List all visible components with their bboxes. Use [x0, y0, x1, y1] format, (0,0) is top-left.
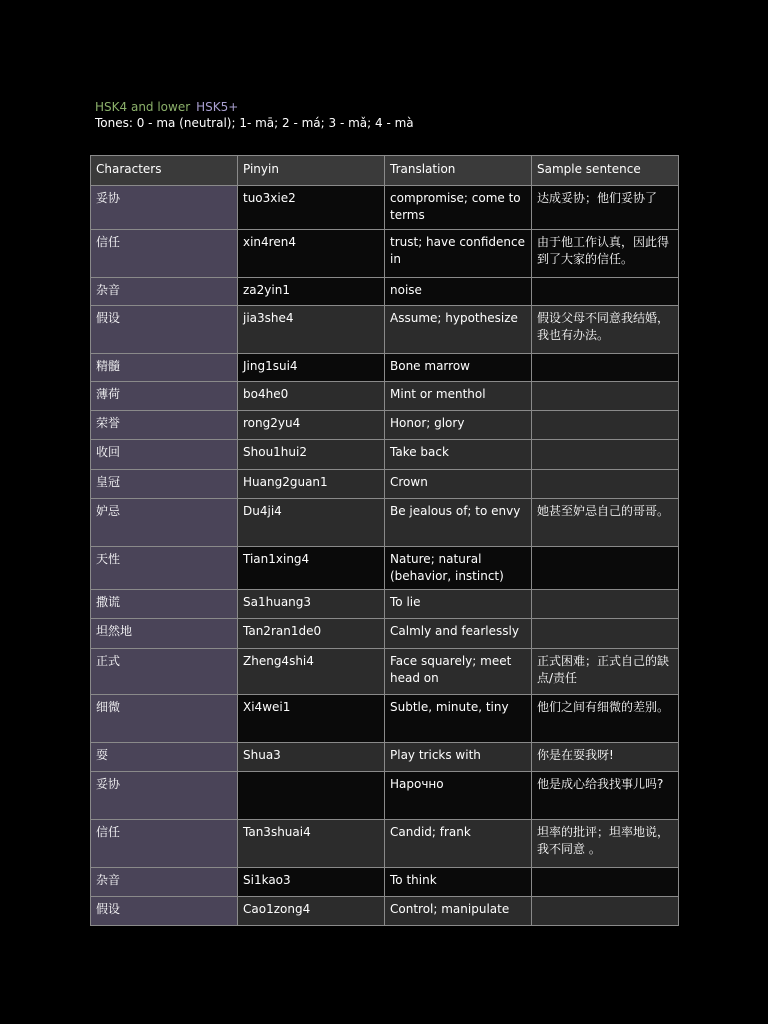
cell-pinyin: Tian1xing4 [238, 547, 385, 590]
cell-translation: Calmly and fearlessly [385, 619, 532, 649]
cell-characters: 薄荷 [91, 382, 238, 411]
cell-translation: Subtle, minute, tiny [385, 695, 532, 743]
cell-translation: trust; have confidence in [385, 230, 532, 278]
cell-translation: Play tricks with [385, 743, 532, 772]
table-row [91, 230, 679, 278]
cell-pinyin [238, 772, 385, 820]
table-row [91, 590, 679, 619]
table-row [91, 868, 679, 897]
table-header-row [91, 156, 679, 186]
cell-translation: Crown [385, 470, 532, 499]
cell-translation: Mint or menthol [385, 382, 532, 411]
cell-pinyin: Tan2ran1de0 [238, 619, 385, 649]
cell-pinyin: Xi4wei1 [238, 695, 385, 743]
cell-pinyin: rong2yu4 [238, 411, 385, 440]
cell-characters: 细微 [91, 695, 238, 743]
header-translation: Translation [385, 156, 532, 186]
cell-pinyin: jia3she4 [238, 306, 385, 354]
hsk5-legend-label: HSK5+ [196, 100, 239, 114]
cell-pinyin: tuo3xie2 [238, 186, 385, 230]
cell-translation: Face squarely; meet head on [385, 649, 532, 695]
cell-pinyin: Du4ji4 [238, 499, 385, 547]
cell-characters: 妥协 [91, 186, 238, 230]
cell-characters: 信任 [91, 820, 238, 868]
table-row [91, 411, 679, 440]
cell-translation: Be jealous of; to envy [385, 499, 532, 547]
cell-pinyin: Jing1sui4 [238, 354, 385, 382]
cell-pinyin: bo4he0 [238, 382, 385, 411]
table-row [91, 897, 679, 926]
cell-pinyin: Shua3 [238, 743, 385, 772]
cell-sample-sentence [532, 547, 679, 590]
cell-translation: Take back [385, 440, 532, 470]
cell-pinyin: Shou1hui2 [238, 440, 385, 470]
table-row [91, 186, 679, 230]
cell-sample-sentence: 他们之间有细微的差别。 [532, 695, 679, 743]
cell-characters: 撒谎 [91, 590, 238, 619]
cell-characters: 天性 [91, 547, 238, 590]
cell-characters: 杂音 [91, 278, 238, 306]
cell-sample-sentence [532, 354, 679, 382]
table-row [91, 743, 679, 772]
cell-translation: compromise; come to terms [385, 186, 532, 230]
cell-pinyin: Cao1zong4 [238, 897, 385, 926]
cell-sample-sentence: 坦率的批评；坦率地说，我不同意 。 [532, 820, 679, 868]
cell-characters: 假设 [91, 306, 238, 354]
cell-sample-sentence: 正式困难；正式自己的缺点/责任 [532, 649, 679, 695]
cell-pinyin: Sa1huang3 [238, 590, 385, 619]
table-row [91, 499, 679, 547]
cell-translation: Bone marrow [385, 354, 532, 382]
vocabulary-table [90, 155, 679, 926]
cell-sample-sentence: 他是成心给我找事儿吗? [532, 772, 679, 820]
cell-sample-sentence: 你是在耍我呀! [532, 743, 679, 772]
table-row [91, 649, 679, 695]
cell-translation: Assume; hypothesize [385, 306, 532, 354]
cell-characters: 妥协 [91, 772, 238, 820]
cell-translation: To lie [385, 590, 532, 619]
cell-sample-sentence [532, 440, 679, 470]
cell-sample-sentence [532, 411, 679, 440]
cell-pinyin: Zheng4shi4 [238, 649, 385, 695]
table-row [91, 278, 679, 306]
cell-characters: 收回 [91, 440, 238, 470]
table-row [91, 306, 679, 354]
header-pinyin: Pinyin [238, 156, 385, 186]
cell-translation: Control; manipulate [385, 897, 532, 926]
cell-translation: Нарочно [385, 772, 532, 820]
cell-sample-sentence [532, 382, 679, 411]
cell-characters: 精髓 [91, 354, 238, 382]
cell-translation: To think [385, 868, 532, 897]
cell-characters: 信任 [91, 230, 238, 278]
cell-pinyin: xin4ren4 [238, 230, 385, 278]
cell-sample-sentence [532, 897, 679, 926]
table-row [91, 547, 679, 590]
cell-translation: Honor; glory [385, 411, 532, 440]
cell-sample-sentence: 由于他工作认真，因此得到了大家的信任。 [532, 230, 679, 278]
tones-note: Tones: 0 - ma (neutral); 1- mā; 2 - má; 3 - mǎ; 4 - mà [95, 116, 414, 130]
cell-sample-sentence [532, 619, 679, 649]
cell-sample-sentence [532, 470, 679, 499]
cell-characters: 皇冠 [91, 470, 238, 499]
cell-sample-sentence [532, 590, 679, 619]
table-row [91, 470, 679, 499]
header-sample-sentence: Sample sentence [532, 156, 679, 186]
legend [95, 99, 414, 131]
cell-characters: 坦然地 [91, 619, 238, 649]
cell-pinyin: Si1kao3 [238, 868, 385, 897]
cell-characters: 正式 [91, 649, 238, 695]
cell-characters: 杂音 [91, 868, 238, 897]
table-row [91, 382, 679, 411]
cell-sample-sentence [532, 278, 679, 306]
cell-pinyin: Tan3shuai4 [238, 820, 385, 868]
table-row [91, 619, 679, 649]
table-row [91, 354, 679, 382]
table-row [91, 820, 679, 868]
cell-characters: 假设 [91, 897, 238, 926]
cell-translation: Candid; frank [385, 820, 532, 868]
cell-pinyin: za2yin1 [238, 278, 385, 306]
hsk4-legend-label: HSK4 and lower [95, 100, 191, 114]
cell-sample-sentence [532, 868, 679, 897]
header-characters: Characters [91, 156, 238, 186]
cell-pinyin: Huang2guan1 [238, 470, 385, 499]
cell-translation: noise [385, 278, 532, 306]
cell-characters: 耍 [91, 743, 238, 772]
cell-sample-sentence: 假设父母不同意我结婚，我也有办法。 [532, 306, 679, 354]
cell-sample-sentence: 她甚至妒忌自己的哥哥。 [532, 499, 679, 547]
cell-translation: Nature; natural (behavior, instinct) [385, 547, 532, 590]
cell-characters: 妒忌 [91, 499, 238, 547]
table-row [91, 695, 679, 743]
table-row [91, 772, 679, 820]
cell-characters: 荣誉 [91, 411, 238, 440]
cell-sample-sentence: 达成妥协；他们妥协了 [532, 186, 679, 230]
table-row [91, 440, 679, 470]
